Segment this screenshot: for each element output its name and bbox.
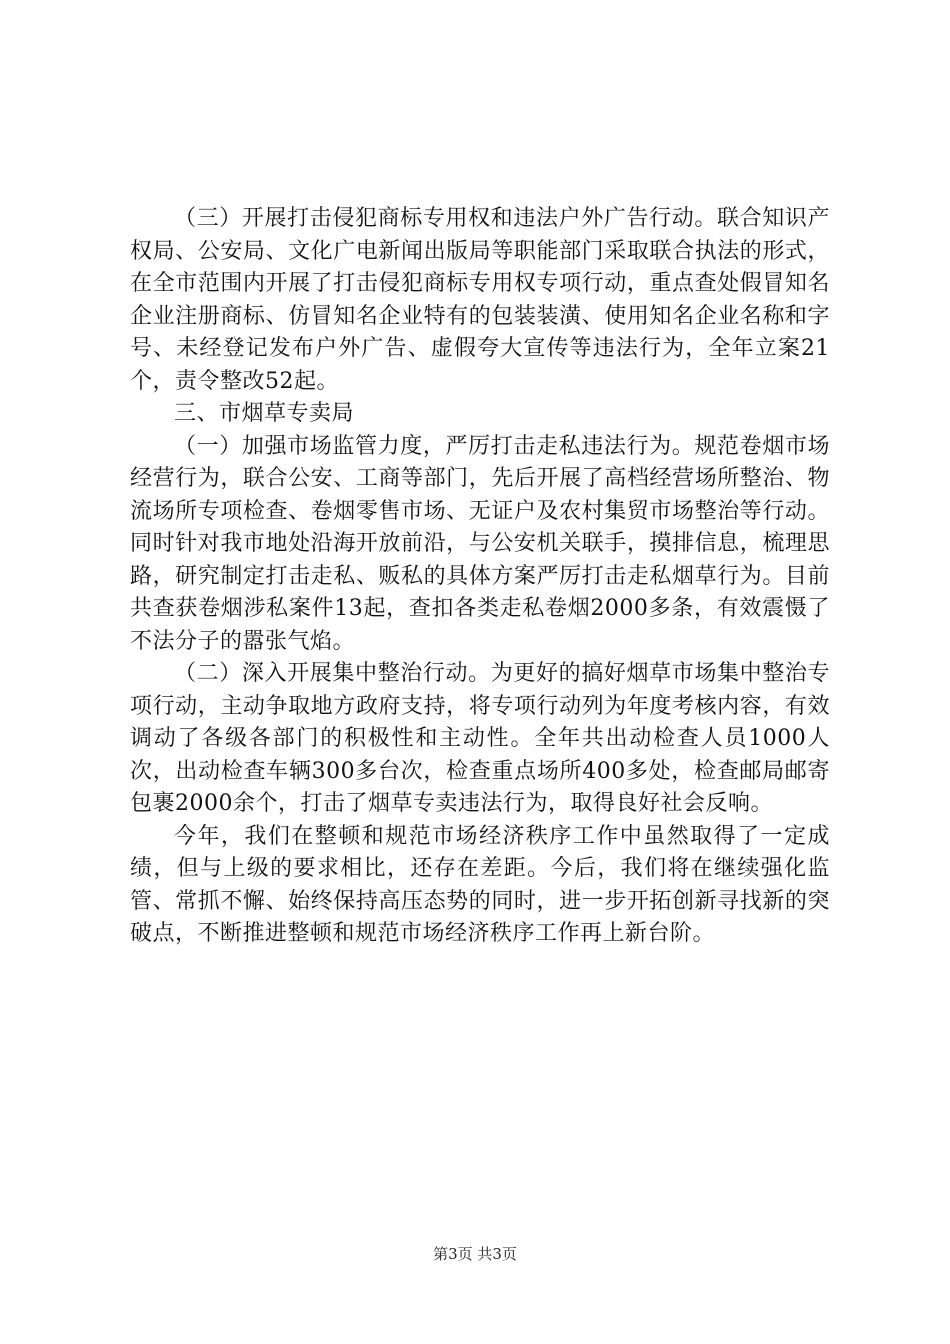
- paragraph-conclusion: 今年，我们在整顿和规范市场经济秩序工作中虽然取得了一定成绩，但与上级的要求相比，还存在差距。今后，我们将在继续强化监管、常抓不懈、始终保持高压态势的同时，进一步开拓创新寻找新的突破点，不断推进整顿和规范市场经济秩序工作再上新台阶。: [130, 823, 830, 946]
- paragraph-concentrated-rectification: （二）深入开展集中整治行动。为更好的搞好烟草市场集中整治专项行动，主动争取地方政府支持，将专项行动列为年度考核内容，有效调动了各级各部门的积极性和主动性。全年共出动检查人员1000人次，出动检查车辆300多台次，检查重点场所400多处，检查邮局邮寄包裹2000余个，打击了烟草专卖违法行为，取得良好社会反响。: [130, 661, 830, 816]
- section-heading-tobacco-bureau: 三、市烟草专卖局: [174, 401, 355, 426]
- page-footer: 第3页 共3页: [433, 1245, 517, 1263]
- paragraph-trademark-action: （三）开展打击侵犯商标专用权和违法户外广告行动。联合知识产权局、公安局、文化广电新闻出版局等职能部门采取联合执法的形式，在全市范围内开展了打击侵犯商标专用权专项行动，重点查处假冒知名企业注册商标、仿冒知名企业特有的包装装潢、使用知名企业名称和字号、未经登记发布户外广告、虚假夸大宣传等违法行为，全年立案21个，责令整改52起。: [130, 206, 830, 394]
- document-body: [130, 203, 830, 951]
- paragraph-market-supervision: （一）加强市场监管力度，严厉打击走私违法行为。规范卷烟市场经营行为，联合公安、工商等部门，先后开展了高档经营场所整治、物流场所专项检查、卷烟零售市场、无证户及农村集贸市场整治等行动。同时针对我市地处沿海开放前沿，与公安机关联手，摸排信息，梳理思路，研究制定打击走私、贩私的具体方案严厉打击走私烟草行为。目前共查获卷烟涉私案件13起，查扣各类走私卷烟2000多条，有效震慑了不法分子的嚣张气焰。: [130, 433, 830, 654]
